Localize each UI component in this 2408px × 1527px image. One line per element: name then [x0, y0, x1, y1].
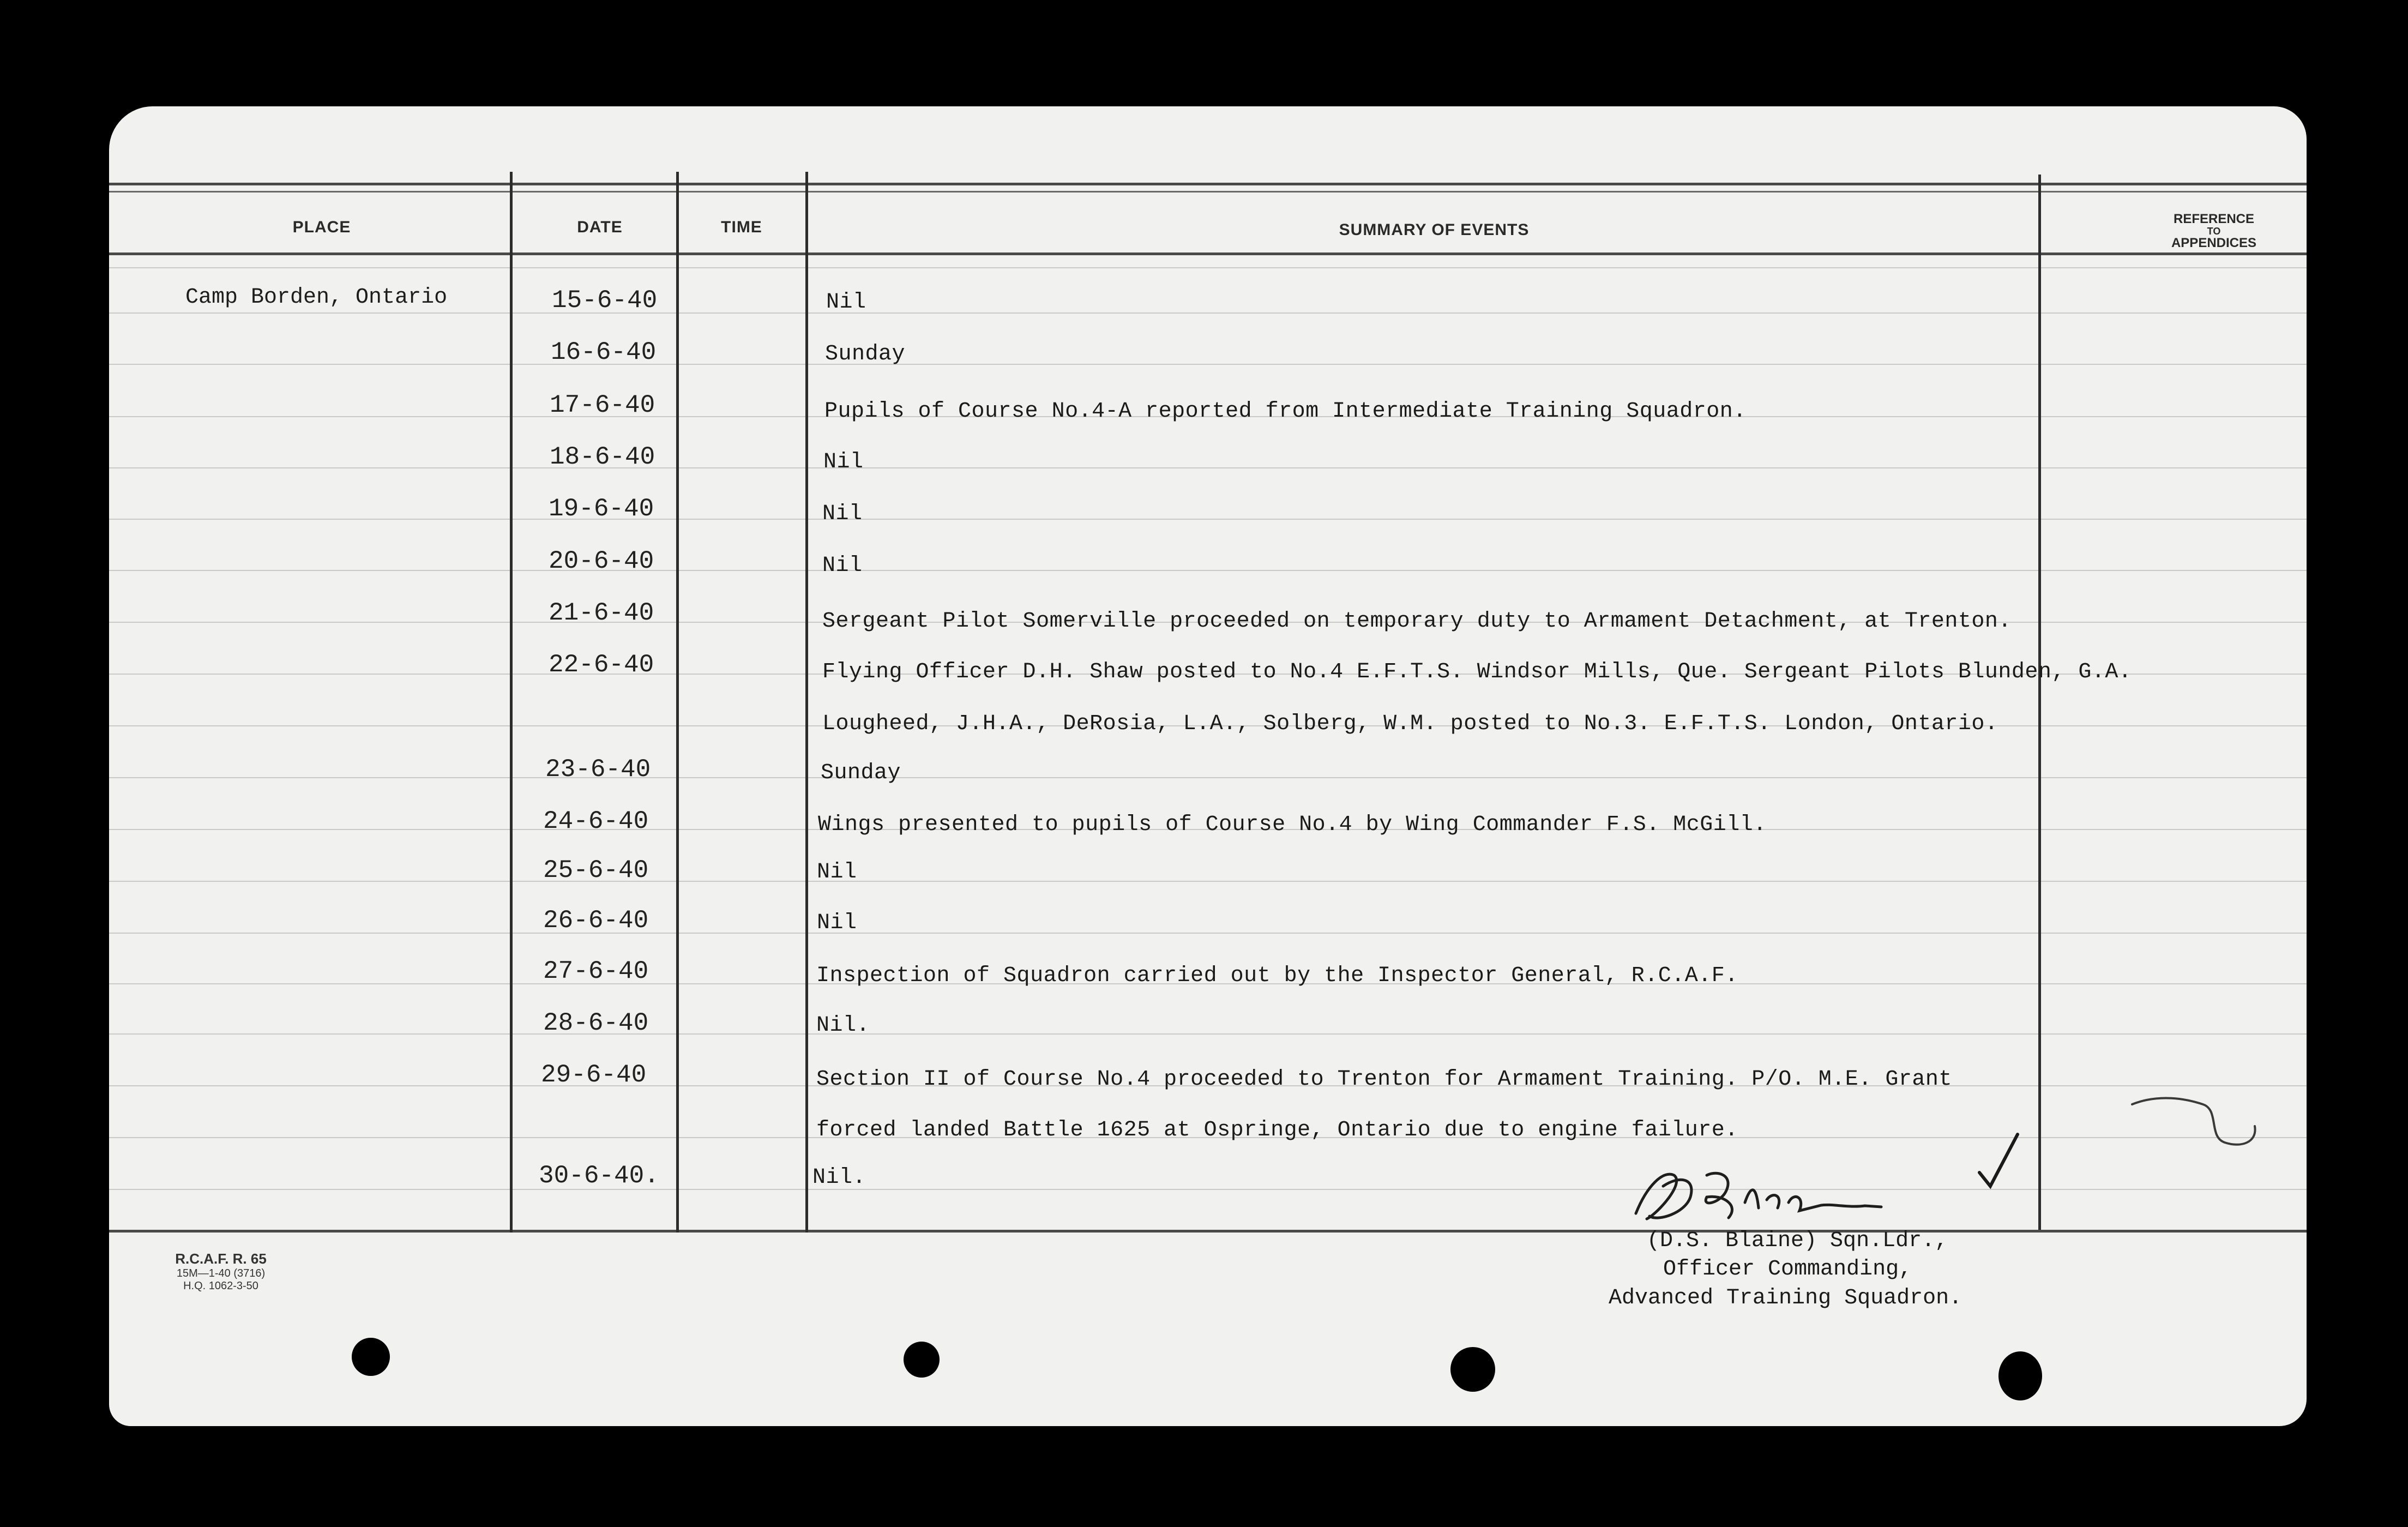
entry-date: 17-6-40: [550, 391, 655, 419]
header-top-rule-2: [109, 191, 2307, 193]
entry-date: 28-6-40: [543, 1009, 649, 1037]
punch-hole: [1998, 1351, 2042, 1400]
header-date: DATE: [577, 218, 623, 236]
entry-summary: Nil: [817, 860, 857, 885]
check-mark-icon: [1974, 1129, 2023, 1194]
header-reference: REFERENCE TO APPENDICES: [2171, 212, 2257, 250]
entry-summary: Nil.: [816, 1013, 870, 1038]
header-bottom-rule: [109, 253, 2307, 255]
entry-date: 15-6-40: [552, 286, 658, 315]
entry-date: 23-6-40: [545, 755, 651, 784]
entry-date: 18-6-40: [550, 443, 655, 471]
diary-card: [109, 106, 2307, 1426]
entry-summary: Nil: [822, 502, 863, 526]
entry-summary-continuation: Lougheed, J.H.A., DeRosia, L.A., Solberg, W.M. posted to No.3. E.F.T.S. London, Ontario.: [822, 712, 1998, 736]
entry-summary: Flying Officer D.H. Shaw posted to No.4 E.F.T.S. Windsor Mills, Que. Sergeant Pilots Blunden, G.A.: [822, 660, 2132, 684]
signatory-unit: Advanced Training Squadron.: [1609, 1286, 1962, 1310]
entry-summary: Sunday: [825, 342, 906, 366]
entry-summary: Nil: [822, 554, 863, 578]
place-value: Camp Borden, Ontario: [185, 285, 448, 310]
entry-summary: Section II of Course No.4 proceeded to Trenton for Armament Training. P/O. M.E. Grant: [816, 1067, 1952, 1092]
entry-date: 21-6-40: [549, 599, 654, 627]
form-identifier: R.C.A.F. R. 65 15M—1-40 (3716) H.Q. 1062-3-50: [175, 1251, 267, 1292]
header-summary: SUMMARY OF EVENTS: [1339, 221, 1530, 239]
header-place: PLACE: [292, 218, 351, 236]
place-date-divider: [510, 172, 513, 1233]
entry-date: 20-6-40: [549, 547, 654, 575]
entry-date: 22-6-40: [549, 651, 654, 679]
punch-hole: [904, 1342, 940, 1378]
entry-date: 30-6-40.: [539, 1162, 659, 1190]
summary-reference-divider: [2038, 175, 2041, 1230]
entry-date: 26-6-40: [543, 906, 649, 935]
punch-hole: [352, 1338, 390, 1376]
margin-pencil-mark: [2127, 1088, 2268, 1159]
entry-date: 27-6-40: [543, 957, 649, 985]
signatory-title: Officer Commanding,: [1663, 1257, 1912, 1282]
entry-summary: Nil: [817, 911, 857, 935]
entry-summary: Inspection of Squadron carried out by the Inspector General, R.C.A.F.: [816, 964, 1738, 988]
entry-date: 16-6-40: [551, 338, 657, 366]
entry-summary: Wings presented to pupils of Course No.4 by Wing Commander F.S. McGill.: [818, 813, 1767, 837]
signature-block: [1538, 1153, 2028, 1382]
entry-date: 24-6-40: [543, 807, 649, 835]
entry-date: 25-6-40: [543, 856, 649, 885]
header-time: TIME: [721, 218, 762, 236]
entry-summary: Nil: [823, 450, 864, 474]
entry-summary-continuation: forced landed Battle 1625 at Ospringe, Ontario due to engine failure.: [816, 1118, 1738, 1143]
entry-summary: Nil.: [812, 1165, 866, 1190]
entry-summary: Sunday: [821, 761, 901, 785]
header-top-rule: [109, 183, 2307, 185]
entry-date: 29-6-40: [541, 1061, 647, 1089]
time-summary-divider: [805, 172, 808, 1233]
entry-date: 19-6-40: [549, 495, 654, 523]
punch-hole: [1450, 1347, 1495, 1392]
entry-summary: Sergeant Pilot Somerville proceeded on temporary duty to Armament Detachment, at Trenton.: [822, 609, 2012, 634]
signatory-name: (D.S. Blaine) Sqn.Ldr.,: [1647, 1229, 1948, 1253]
entry-summary: Pupils of Course No.4-A reported from Intermediate Training Squadron.: [824, 399, 1747, 424]
handwritten-signature: [1625, 1153, 1909, 1235]
entry-summary: Nil: [826, 290, 866, 315]
